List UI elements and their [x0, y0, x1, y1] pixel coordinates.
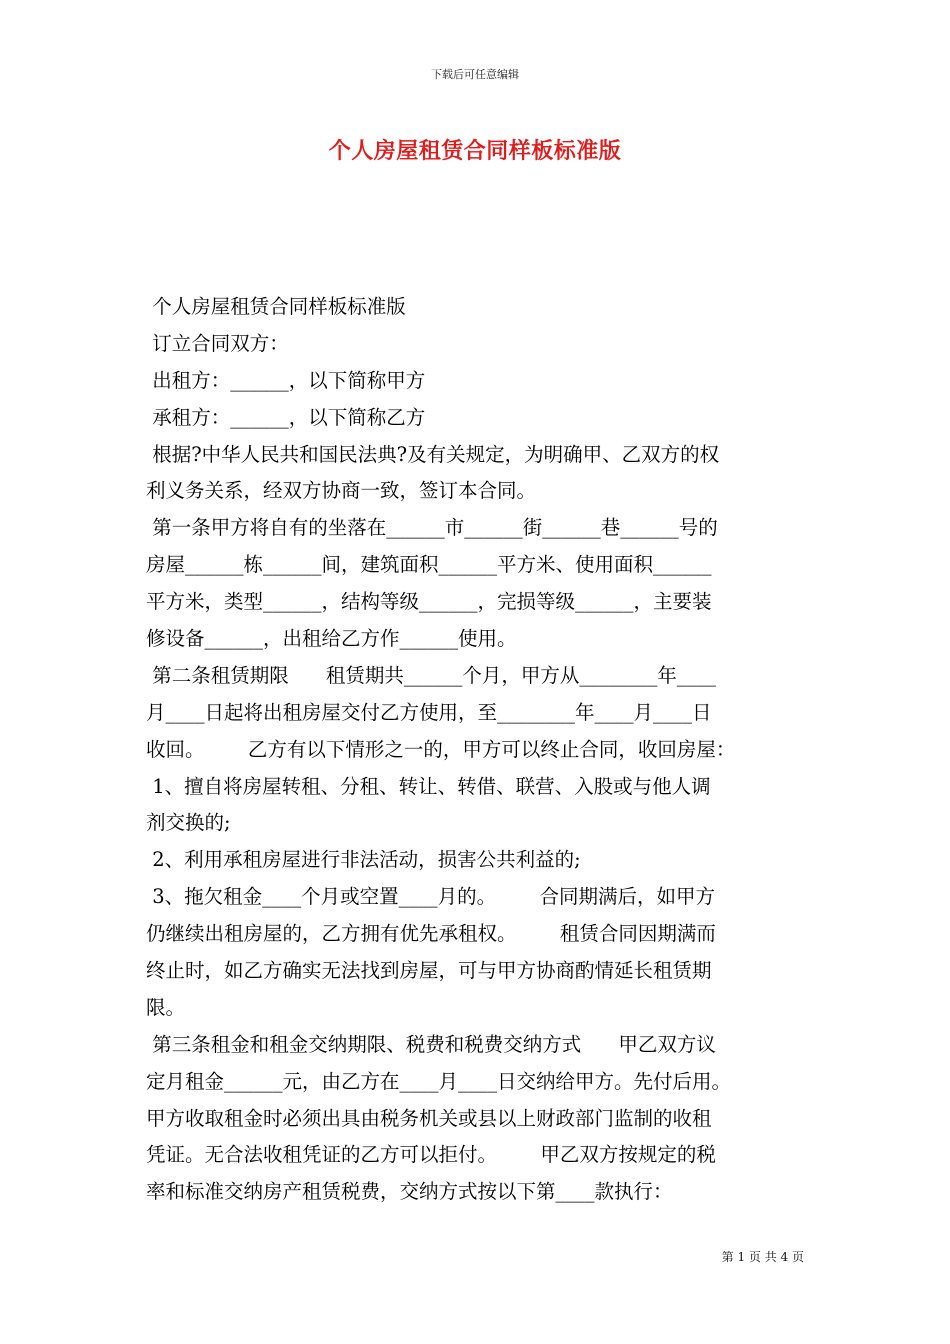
text-line: 第二条租赁期限 租赁期共______个月，甲方从________年____: [146, 663, 716, 687]
text-line: 承租方：______，以下简称乙方: [146, 405, 426, 429]
text-line: 出租方：______，以下简称甲方: [146, 368, 426, 392]
text-line: 剂交换的;: [146, 811, 231, 835]
text-line: 修设备______，出租给乙方作______使用。: [146, 627, 517, 651]
text-line: 终止时，如乙方确实无法找到房屋，可与甲方协商酌情延长租赁期: [146, 959, 712, 983]
text-line: 利义务关系，经双方协商一致，签订本合同。: [146, 479, 537, 503]
page-number: 第 1 页 共 4 页: [721, 1250, 804, 1264]
text-line: 房屋______栋______间，建筑面积______平方米、使用面积______: [146, 553, 712, 577]
text-line: 根据?中华人民共和国民法典?及有关规定，为明确甲、乙双方的权: [146, 442, 720, 466]
text-line: 限。: [146, 995, 186, 1019]
text-line: 甲方收取租金时必须出具由税务机关或县以上财政部门监制的收租: [146, 1106, 712, 1130]
text-line: 率和标准交纳房产租赁税费，交纳方式按以下第____款执行：: [146, 1180, 673, 1204]
text-line: 仍继续出租房屋的，乙方拥有优先承租权。 租赁合同因期满而: [146, 922, 716, 946]
contract-body: [146, 289, 808, 1211]
text-line: 3、拖欠租金____个月或空置____月的。 合同期满后，如甲方: [146, 885, 715, 909]
text-line: 1、擅自将房屋转租、分租、转让、转借、联营、入股或与他人调: [146, 774, 711, 798]
text-line: 第三条租金和租金交纳期限、税费和税费交纳方式 甲乙双方议: [146, 1032, 716, 1056]
text-line: 2、利用承租房屋进行非法活动，损害公共利益的;: [146, 848, 581, 872]
text-line: 月____日起将出租房屋交付乙方使用，至________年____月____日: [146, 700, 712, 724]
text-line: 收回。 乙方有以下情形之一的，甲方可以终止合同，收回房屋：: [146, 737, 736, 761]
text-line: 定月租金______元，由乙方在____月____日交纳给甲方。先付后用。: [146, 1069, 732, 1093]
page-header: 下载后可任意编辑: [431, 68, 519, 81]
text-line: 个人房屋租赁合同样板标准版: [146, 295, 406, 318]
text-line: 凭证。无合法收租凭证的乙方可以拒付。 甲乙双方按规定的税: [146, 1143, 716, 1167]
text-line: 平方米，类型______，结构等级______，完损等级______，主要装: [146, 590, 712, 614]
document-title: 个人房屋租赁合同样板标准版: [328, 138, 622, 164]
text-line: 订立合同双方：: [146, 331, 289, 355]
text-line: 第一条甲方将自有的坐落在______市______街______巷______号的: [146, 516, 718, 540]
